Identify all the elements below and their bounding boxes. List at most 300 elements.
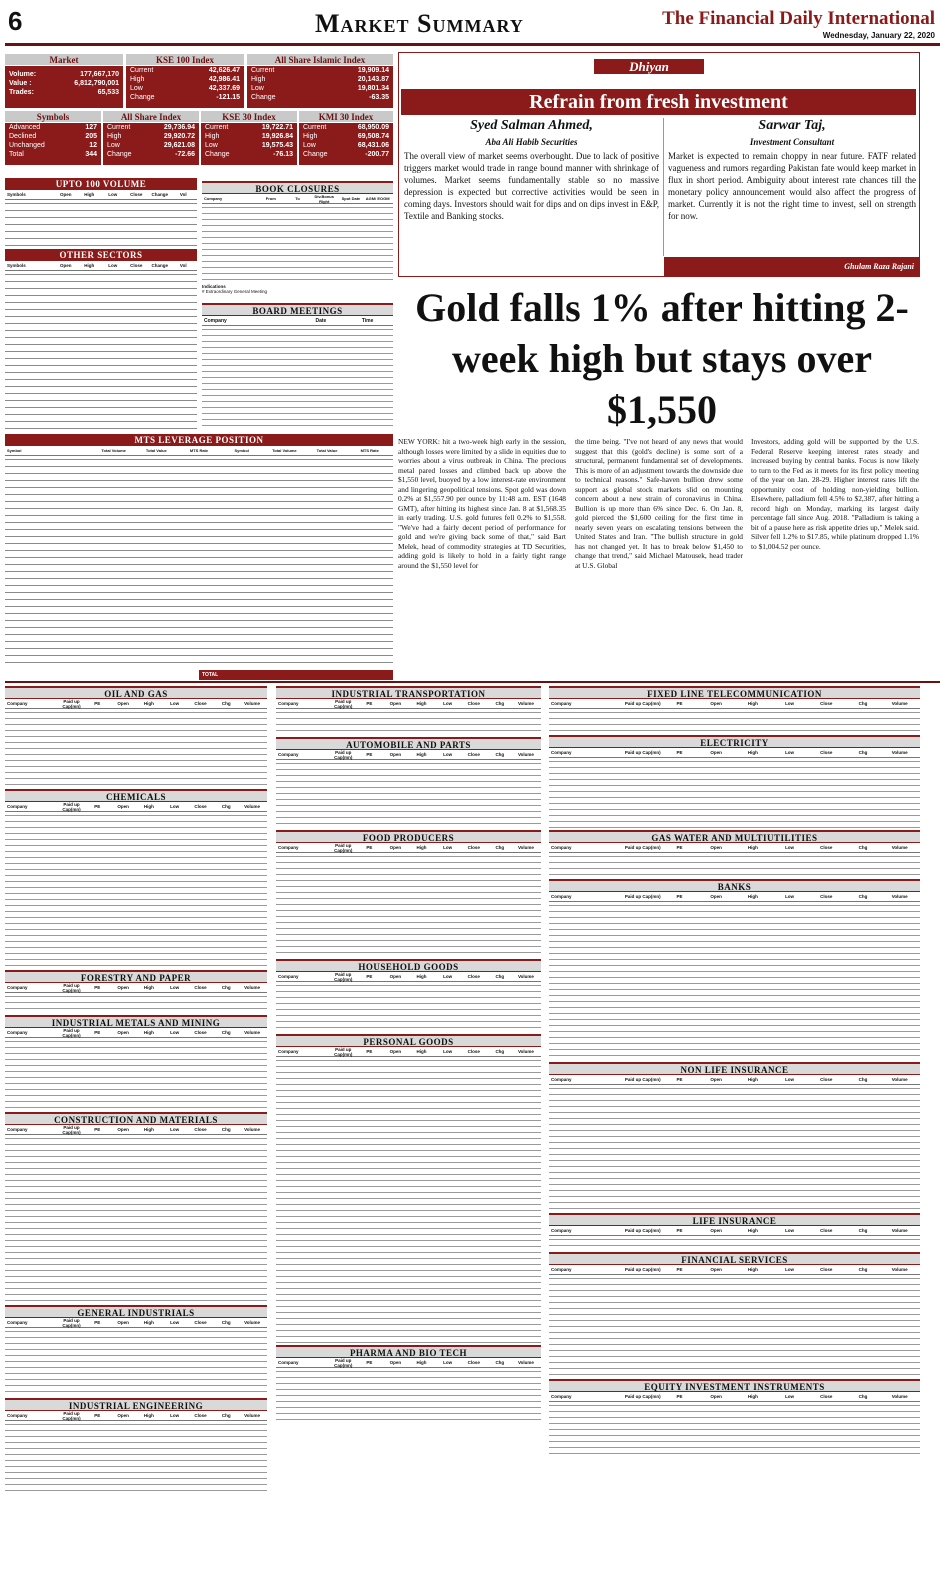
sector-rows [5,1421,267,1491]
col: Volume [244,1127,261,1132]
sector-rows [5,709,267,787]
sector-rows [276,1057,541,1343]
col: PE [676,1394,683,1399]
sector-columns [5,1028,267,1038]
value: 29,736.94 [163,124,195,131]
label: Total [9,151,24,158]
col: Low [785,1077,795,1082]
book-closures-columns [202,194,393,204]
symbols-box [5,111,101,165]
sector-title: HOUSEHOLD GOODS [276,959,541,972]
col: Close [467,845,480,850]
sector-columns [5,699,267,709]
sector-columns [549,748,920,758]
sector-rows [549,758,920,828]
col: High [416,845,427,850]
col: Company [551,750,572,755]
col: AGM/ EOGM [365,196,390,201]
col: Close [467,1360,480,1365]
col: Chg [858,845,868,850]
col: Vol [179,192,187,197]
label: High [251,76,266,83]
col: Paid up Cap(mn) [334,749,353,760]
col: PE [366,845,373,850]
col: Low [443,845,453,850]
kse30-title: KSE 30 Index [201,111,297,123]
col: Open [710,701,722,706]
kse30-box [201,111,297,165]
col: Paid up Cap(mn) [624,1394,661,1399]
value: 19,926.84 [261,133,293,140]
col: Low [785,845,795,850]
col: Open [389,1360,402,1365]
sector-columns [276,843,541,853]
sector-rows [549,1402,920,1458]
dhiyan-author-1: Syed Salman Ahmed, [470,118,593,133]
sector-title: CONSTRUCTION AND MATERIALS [5,1112,267,1125]
col: High [143,1030,154,1035]
sector-rows [5,1328,267,1396]
allshare-box [103,111,199,165]
col: Low [785,1394,795,1399]
label: Value : [9,80,32,87]
col: High [747,750,758,755]
sector-columns [5,1125,267,1135]
col: Change [151,263,168,268]
sector-rows [276,853,541,957]
col: Close [467,701,480,706]
sector-table [5,1305,267,1396]
col: Company [7,1320,28,1325]
label: High [205,133,220,140]
value: 42,986.41 [208,76,240,83]
col: Date [315,317,327,324]
sector-rows [5,1038,267,1110]
label: Low [107,142,120,149]
value: 19,909.14 [357,67,389,74]
col: Company [551,1077,572,1082]
col: Company [7,804,28,809]
col: Company [278,1360,299,1365]
col: Open [389,845,402,850]
sector-table [5,970,267,1013]
col: Paid up Cap(mn) [624,845,661,850]
book-closures-rows [202,204,393,282]
col: Volume [244,804,261,809]
col: Company [551,1228,572,1233]
sector-table [549,1062,920,1211]
col: PE [676,845,683,850]
sector-title: LIFE INSURANCE [549,1213,920,1226]
col: PE [94,1413,101,1418]
col: Close [820,750,833,755]
sector-title: EQUITY INVESTMENT INSTRUMENTS [549,1379,920,1392]
col: Close [820,1077,833,1082]
col: Paid up Cap(mn) [62,1410,81,1421]
col: Low [443,701,453,706]
col: Paid up Cap(mn) [334,1357,353,1368]
col: From [265,196,276,201]
value: 12 [89,142,97,149]
col: Company [551,701,572,706]
col: Chg [221,985,231,990]
col: Close [130,192,143,197]
col: PE [676,1267,683,1272]
label: High [107,133,122,140]
col: Company [7,1413,28,1418]
sector-rows [549,1085,920,1211]
col: Low [785,750,795,755]
col: Close [194,985,207,990]
col: Symbol [7,448,22,453]
value: 19,722.71 [261,124,293,131]
kse100-title: KSE 100 Index [126,54,244,66]
col: Close [194,1127,207,1132]
issue-date: Wednesday, January 22, 2020 [822,31,935,40]
col: Paid up Cap(mn) [624,1228,661,1233]
col: Paid up Cap(mn) [62,1027,81,1038]
sectors-rule [5,681,940,683]
col: Low [443,1360,453,1365]
sector-rows [276,709,541,735]
col: Paid up Cap(mn) [624,1077,661,1082]
sector-title: FIXED LINE TELECOMMUNICATION [549,686,920,699]
label: Low [251,85,264,92]
mts-columns [5,446,393,456]
col: Volume [517,845,534,850]
col: Company [278,1049,299,1054]
value: 42,626.47 [208,67,240,74]
value: 344 [85,151,97,158]
col: High [747,845,758,850]
dhiyan-affiliation-1: Aba Ali Habib Securities [485,137,578,147]
sector-columns [549,1265,920,1275]
col: Low [108,263,118,268]
col: Volume [891,1394,908,1399]
col: Company [278,752,299,757]
label: Current [251,67,275,74]
col: Close [467,752,480,757]
sector-title: CHEMICALS [5,789,267,802]
dhiyan-title: Refrain from fresh investment [401,89,916,115]
col: Chg [858,750,868,755]
label: Volume: [9,71,37,78]
value: 29,920.72 [163,133,195,140]
col: Low [170,1030,180,1035]
section-title: Market Summary [315,9,524,38]
article-column-1: NEW YORK: hit a two-week high early in the session, although losses were limited by a slide in equities due to worries about a virus outbreak in China. The precious metal pared losses and climbed back up above the $1,550 level, buoyed by a low interest-rate environment and lingering geopolitical tensions. Spot gold was down 0.2% at $1,557.90 per ounce by 11:48 a.m. EST (1648 GMT), after hitting its highest since Jan. 8 at $1,568.35 in early trading. U.S. gold futures fell 0.2% to $1,558. "We've had a fairly decent period of performance for gold and we're giving back some of that," said Bart Melek, head of commodity strategies at TD Securities, adding gold is likely to hold in a fairly tight range around the $1,550 level for [398,437,566,570]
col: Chg [495,845,505,850]
col: Paid up Cap(mn) [334,842,353,853]
label: Low [130,85,143,92]
sector-title: PHARMA AND BIO TECH [276,1345,541,1358]
upto100-volume-table [5,178,197,254]
sector-title: NON LIFE INSURANCE [549,1062,920,1075]
dhiyan-tag: Dhiyan [594,59,704,74]
col: Paid up Cap(mn) [62,982,81,993]
other-sectors-title: OTHER SECTORS [5,249,197,261]
col: High [143,701,154,706]
board-meetings-title: BOARD MEETINGS [202,303,393,316]
upto100-rows [5,200,197,254]
col: High [747,894,758,899]
col: Paid up Cap(mn) [62,1317,81,1328]
sector-columns [276,1047,541,1057]
value: -76.13 [273,151,293,158]
col: Company [204,196,223,201]
col: Volume [244,1320,261,1325]
sector-rows [5,1135,267,1303]
col: Low [170,804,180,809]
book-note-egm: # Extraordinary General Meeting [202,289,268,294]
col: To [295,196,300,201]
col: Chg [221,1030,231,1035]
label: Change [107,151,132,158]
col: Chg [858,894,868,899]
dhiyan-affiliation-2: Investment Consultant [749,137,835,147]
other-sectors-rows [5,271,197,431]
col: Close [130,263,143,268]
col: High [143,985,154,990]
sector-rows [549,709,920,733]
col: Paid up Cap(mn) [62,698,81,709]
col: Chg [495,701,505,706]
sectors-column-1 [5,686,267,1576]
book-closures-title: BOOK CLOSURES [202,181,393,194]
sector-table [549,686,920,733]
article-column-3: Investors, adding gold will be supported by the U.S. Federal Reserve keeping interest rates steady and increased buying by central banks. Focus is now likely to turn to the Fed as it meets for its first policy meeting of the year on Jan. 28-29. Higher interest rates lift the opportunity cost of holding non-yielding bullion. Elsewhere, palladium fell 4.5% to $2,387, after hitting a record high on Monday, marking its largest daily percentage fall since Aug. 2018. "Palladium is taking a bit of a pause here as risk appetite dries up," Melek said. Silver fell 1.2% to $17.85, while platinum dropped 1.1% to $1,004.52 per ounce. [751,437,919,551]
col: High [747,1228,758,1233]
col: Open [710,1394,722,1399]
col: Chg [495,752,505,757]
col: Chg [495,974,505,979]
col: PE [676,750,683,755]
col: Volume [891,1077,908,1082]
symbols-title: Symbols [5,111,101,123]
value: -200.77 [365,151,389,158]
value: 177,667,170 [80,71,119,78]
col: Open [59,263,72,268]
sector-title: FOOD PRODUCERS [276,830,541,843]
value: 69,508.74 [357,133,389,140]
sector-table [549,879,920,1060]
col: Close [194,1030,207,1035]
col: Volume [891,701,908,706]
col: Volume [891,750,908,755]
col: Paid up Cap(mn) [624,750,661,755]
col: PE [94,985,101,990]
col: Open [710,845,722,850]
col: Low [785,894,795,899]
col: Open [117,804,129,809]
sector-columns [5,1411,267,1421]
col: High [416,1049,427,1054]
col: Paid up Cap(mn) [62,801,81,812]
col: Open [117,985,129,990]
col: Low [785,1267,795,1272]
col: MTS Rate [189,448,209,453]
value: 6,812,790,001 [74,80,119,87]
col: Low [170,701,180,706]
col: Low [170,1413,180,1418]
label: Declined [9,133,37,140]
sector-columns [549,843,920,853]
value: -121.15 [216,94,240,101]
sectors-column-3 [549,686,920,1576]
sector-columns [549,1392,920,1402]
col: High [84,192,95,197]
col: Company [278,701,299,706]
col: Open [389,974,402,979]
col: High [143,1320,154,1325]
col: Open [117,1320,129,1325]
col: High [416,1360,427,1365]
sector-columns [276,972,541,982]
col: Company [551,1394,572,1399]
col: Paid up Cap(mn) [62,1124,81,1135]
page-number: 6 [8,6,23,36]
sector-title: PERSONAL GOODS [276,1034,541,1047]
col: Chg [858,1077,868,1082]
col: Chg [495,1360,505,1365]
col: High [416,974,427,979]
sector-rows [5,993,267,1013]
dhiyan-credit: Ghulam Raza Rajani [844,262,914,271]
value: -63.35 [369,94,389,101]
other-sectors-table [5,249,197,431]
col: Low [785,1228,795,1233]
col: Close [820,1228,833,1233]
value: 65,533 [97,89,119,96]
col: Company [551,1267,572,1272]
col: Open [710,894,722,899]
col: Company [278,845,299,850]
col: High [747,1077,758,1082]
upto100-columns [5,190,197,200]
mts-title: MTS LEVERAGE POSITION [5,434,393,446]
col: Open [117,1127,129,1132]
sector-title: INDUSTRIAL TRANSPORTATION [276,686,541,699]
sector-columns [5,802,267,812]
sector-title: ELECTRICITY [549,735,920,748]
col: PE [94,701,101,706]
sector-table [549,1379,920,1458]
col: Change [151,192,168,197]
dhiyan-divider [663,118,664,256]
col: Open [389,752,402,757]
col: Close [820,845,833,850]
col: Close [820,1394,833,1399]
col: Company [551,894,572,899]
col: High [143,804,154,809]
col: PE [366,752,373,757]
col: Close [194,701,207,706]
col: PE [94,1030,101,1035]
value: 127 [85,124,97,131]
kmi30-box [299,111,393,165]
sector-table [5,789,267,968]
other-sectors-columns [5,261,197,271]
col: MTS Rate [360,448,379,453]
sector-table [5,1112,267,1303]
col: High [416,752,427,757]
value: 20,143.87 [357,76,389,83]
label: High [130,76,145,83]
sector-table [276,959,541,1032]
col: Volume [244,701,261,706]
col: Chg [221,804,231,809]
sector-columns [276,1358,541,1368]
board-meetings-columns [202,316,393,326]
board-meetings-table [202,303,393,428]
sector-table [276,1034,541,1343]
col: Spot Date [341,196,361,201]
sector-rows [276,1368,541,1420]
col: Open [710,1267,722,1272]
col: Close [820,894,833,899]
col: Volume [517,1049,534,1054]
col: Paid up Cap(mn) [334,1046,353,1057]
sector-table [5,686,267,787]
col: High [416,701,427,706]
sector-columns [276,699,541,709]
sector-table [276,686,541,735]
board-meetings-rows [202,326,393,428]
col: Symbols [7,192,26,197]
label: Low [303,142,316,149]
dhiyan-text-2: Market is expected to remain choppy in near future. FATF related vagueness and rumors regarding Pakistan fate would keep market in flux in short period. Ambiguity about interest rate chances till the monetary policy announcement would also affect the progress of market. Currently it is not the right time to invest, sell on strength for now. [668,151,916,221]
label: Current [130,67,154,74]
col: Close [467,974,480,979]
value: 42,337.69 [208,85,240,92]
col: Total Volume [272,448,297,453]
sector-rows [5,812,267,968]
newspaper-name: The Financial Daily International [662,8,935,29]
label: Trades: [9,89,34,96]
col: Volume [891,1228,908,1233]
mts-total: TOTAL [199,670,393,680]
col: Chg [221,1413,231,1418]
col: Chg [858,1267,868,1272]
sector-columns [5,1318,267,1328]
allshare-islamic-title: All Share Islamic Index [247,54,393,66]
sector-table [549,830,920,877]
col: Volume [244,1413,261,1418]
value: -72.66 [175,151,195,158]
col: Close [194,804,207,809]
col: Paid up Cap(mn) [624,1267,661,1272]
col: Open [389,1049,402,1054]
sector-columns [276,750,541,760]
sector-title: INDUSTRIAL METALS AND MINING [5,1015,267,1028]
mts-leverage-table [5,434,393,678]
sector-title: GENERAL INDUSTRIALS [5,1305,267,1318]
sector-rows [549,1275,920,1377]
value: 29,621.08 [163,142,195,149]
sector-title: FINANCIAL SERVICES [549,1252,920,1265]
col: PE [94,804,101,809]
sector-rows [276,982,541,1032]
col: Total Volume [101,448,126,453]
sector-table [276,1345,541,1420]
sector-table [549,735,920,828]
col: Chg [221,1320,231,1325]
article-headline: Gold falls 1% after hitting 2-week high but stays over $1,550 [415,285,909,432]
col: Open [389,701,402,706]
label: Current [107,124,131,131]
market-box-title: Market [5,54,123,66]
col: Div.Bonus Right [314,193,334,204]
